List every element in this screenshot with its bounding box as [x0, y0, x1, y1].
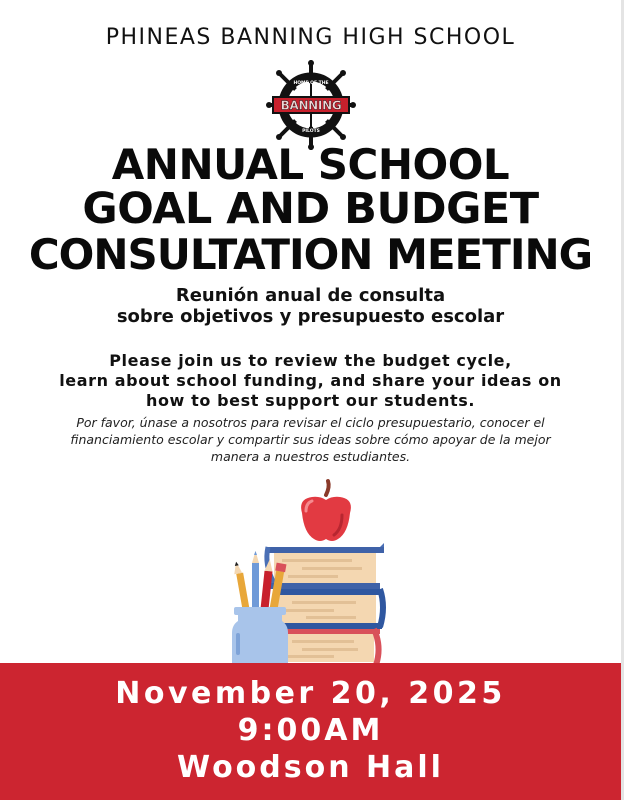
page-title	[0, 142, 621, 277]
english-description-line-2: learn about school funding, and share your ideas on	[59, 371, 562, 390]
english-description-line-3: how to best support our students.	[145, 391, 476, 410]
spanish-subtitle-line-2: sobre objetivos y presupuesto escolar	[116, 306, 505, 327]
pencil-jar-icon	[232, 607, 288, 665]
spanish-description-line-1: Por favor, únase a nosotros para revisar el ciclo presupuestario, conocer el	[76, 415, 545, 430]
event-location: Woodson Hall	[177, 750, 444, 785]
spanish-subtitle-line-1: Reunión anual de consulta	[175, 285, 446, 306]
title-line-1: ANNUAL SCHOOL	[111, 140, 510, 189]
event-time: 9:00AM	[237, 713, 384, 748]
school-logo	[266, 60, 356, 150]
svg-text:PILOTS: PILOTS	[302, 129, 320, 134]
english-description-line-1: Please join us to review the budget cycle,	[109, 351, 512, 370]
english-description	[0, 351, 621, 411]
spanish-description-line-2: financiamiento escolar y compartir sus ideas sobre cómo apoyar de la mejor	[70, 432, 551, 447]
spanish-description	[0, 414, 621, 465]
event-date: November 20, 2025	[115, 676, 506, 711]
event-details	[0, 675, 621, 786]
title-line-2: GOAL AND BUDGET	[82, 184, 539, 234]
school-name: PHINEAS BANNING HIGH SCHOOL	[105, 25, 516, 50]
title-line-3: CONSULTATION MEETING	[28, 230, 593, 279]
svg-text:HOME OF THE: HOME OF THE	[293, 81, 329, 86]
spanish-subtitle	[0, 285, 621, 327]
spanish-description-line-3: manera a nuestros estudiantes.	[210, 449, 411, 464]
svg-text:BANNING: BANNING	[280, 98, 342, 113]
apple-books-pencils-illustration	[222, 475, 402, 665]
ships-wheel-icon	[266, 60, 356, 150]
event-details-band	[0, 663, 621, 800]
